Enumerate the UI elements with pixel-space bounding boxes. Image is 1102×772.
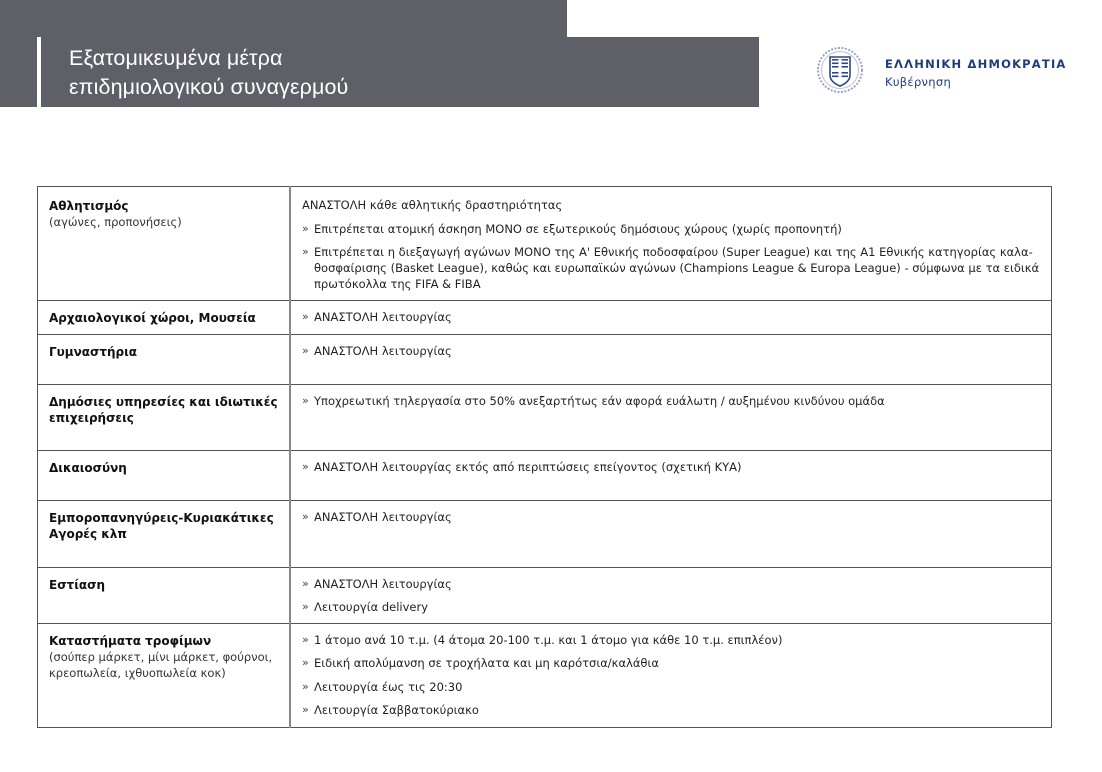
category-cell bbox=[38, 187, 291, 301]
category-subtitle: (σούπερ μάρκετ, μίνι μάρκετ, φούρνοι, κρεοπωλεία, ιχθυοπωλεία κοκ) bbox=[49, 649, 273, 680]
measures-cell bbox=[290, 300, 1052, 334]
measures-table bbox=[37, 186, 1052, 728]
greek-coat-of-arms-icon bbox=[815, 45, 865, 95]
category-title: Εστίαση bbox=[49, 577, 106, 592]
table-row bbox=[38, 567, 1052, 623]
measure-item: » Επιτρέπεται η διεξαγωγή αγώνων ΜΟΝΟ της Α' Εθνικής ποδοσφαίρου (Super League) και της Α1 Εθνικής κατηγορίας καλα-θοσφαίρισης (Basket League), καθώς και ευρωπαϊκών αγώνων (Champions League & Europa League) - σύμφωνα με τα ειδικά πρωτόκολλα της FIFA & FIBA bbox=[302, 244, 1041, 292]
table-row bbox=[38, 450, 1052, 500]
page-title-line1: Εξατομικευμένα μέτρα bbox=[69, 46, 283, 70]
measures-cell bbox=[290, 187, 1052, 301]
header-accent-bar bbox=[37, 37, 41, 107]
header-background-top bbox=[0, 0, 567, 37]
table-row bbox=[38, 334, 1052, 384]
table-row bbox=[38, 384, 1052, 450]
measure-item: » ΑΝΑΣΤΟΛΗ λειτουργίας bbox=[302, 343, 1041, 359]
table-row bbox=[38, 187, 1052, 301]
measure-item: » ΑΝΑΣΤΟΛΗ λειτουργίας bbox=[302, 576, 1041, 592]
category-cell bbox=[38, 334, 291, 384]
category-cell bbox=[38, 300, 291, 334]
measure-item: » ΑΝΑΣΤΟΛΗ λειτουργίας εκτός από περιπτώσεις επείγοντος (σχετική ΚΥΑ) bbox=[302, 459, 1041, 475]
measure-item: » Υποχρεωτική τηλεργασία στο 50% ανεξαρτήτως εάν αφορά ευάλωτη / αυξημένου κινδύνου ομάδα bbox=[302, 393, 1041, 409]
government-logo bbox=[815, 45, 1075, 95]
logo-subtitle: Κυβέρνηση bbox=[885, 75, 952, 89]
category-title: Αθλητισμός bbox=[49, 199, 129, 213]
measure-item: » Λειτουργία έως τις 20:30 bbox=[302, 679, 1041, 695]
category-title: Δημόσιες υπηρεσίες και ιδιωτικές επιχειρήσεις bbox=[49, 394, 278, 425]
measures-cell bbox=[290, 334, 1052, 384]
category-subtitle: (αγώνες, προπονήσεις) bbox=[49, 215, 182, 229]
measures-cell bbox=[290, 500, 1052, 567]
measures-cell bbox=[290, 384, 1052, 450]
measure-item: » ΑΝΑΣΤΟΛΗ λειτουργίας bbox=[302, 309, 1041, 325]
page-title bbox=[69, 44, 348, 102]
measure-item: » Λειτουργία delivery bbox=[302, 599, 1041, 615]
category-title: Αρχαιολογικοί χώροι, Μουσεία bbox=[49, 310, 256, 325]
category-title: Γυμναστήρια bbox=[49, 344, 138, 359]
measure-item: » Λειτουργία Σαββατοκύριακο bbox=[302, 702, 1041, 718]
category-cell bbox=[38, 623, 291, 727]
category-cell bbox=[38, 567, 291, 623]
measures-cell bbox=[290, 450, 1052, 500]
measures-cell bbox=[290, 623, 1052, 727]
category-cell bbox=[38, 384, 291, 450]
measure-intro: ΑΝΑΣΤΟΛΗ κάθε αθλητικής δραστηριότητας bbox=[302, 198, 563, 212]
logo-name: ΕΛΛΗΝΙΚΗ ΔΗΜΟΚΡΑΤΙΑ bbox=[885, 57, 1067, 71]
measure-item: » Ειδική απολύμανση σε τροχήλατα και μη καρότσια/καλάθια bbox=[302, 655, 1041, 671]
measure-item: » Επιτρέπεται ατομική άσκηση ΜΟΝΟ σε εξωτερικούς δημόσιους χώρους (χωρίς προπονητή) bbox=[302, 221, 1041, 237]
page-title-line2: επιδημιολογικού συναγερμού bbox=[69, 75, 349, 99]
measures-cell bbox=[290, 567, 1052, 623]
category-cell bbox=[38, 500, 291, 567]
measure-item: » ΑΝΑΣΤΟΛΗ λειτουργίας bbox=[302, 509, 1041, 525]
category-title: Καταστήματα τροφίμων bbox=[49, 633, 212, 648]
category-cell bbox=[38, 450, 291, 500]
category-title: Δικαιοσύνη bbox=[49, 460, 127, 475]
table-row bbox=[38, 300, 1052, 334]
measure-item: » 1 άτομο ανά 10 τ.μ. (4 άτομα 20-100 τ.μ. και 1 άτομο για κάθε 10 τ.μ. επιπλέον) bbox=[302, 632, 1041, 648]
table-row bbox=[38, 500, 1052, 567]
category-title: Εμποροπανηγύρεις-Κυριακάτικες Αγορές κλπ bbox=[49, 510, 274, 541]
table-row bbox=[38, 623, 1052, 727]
